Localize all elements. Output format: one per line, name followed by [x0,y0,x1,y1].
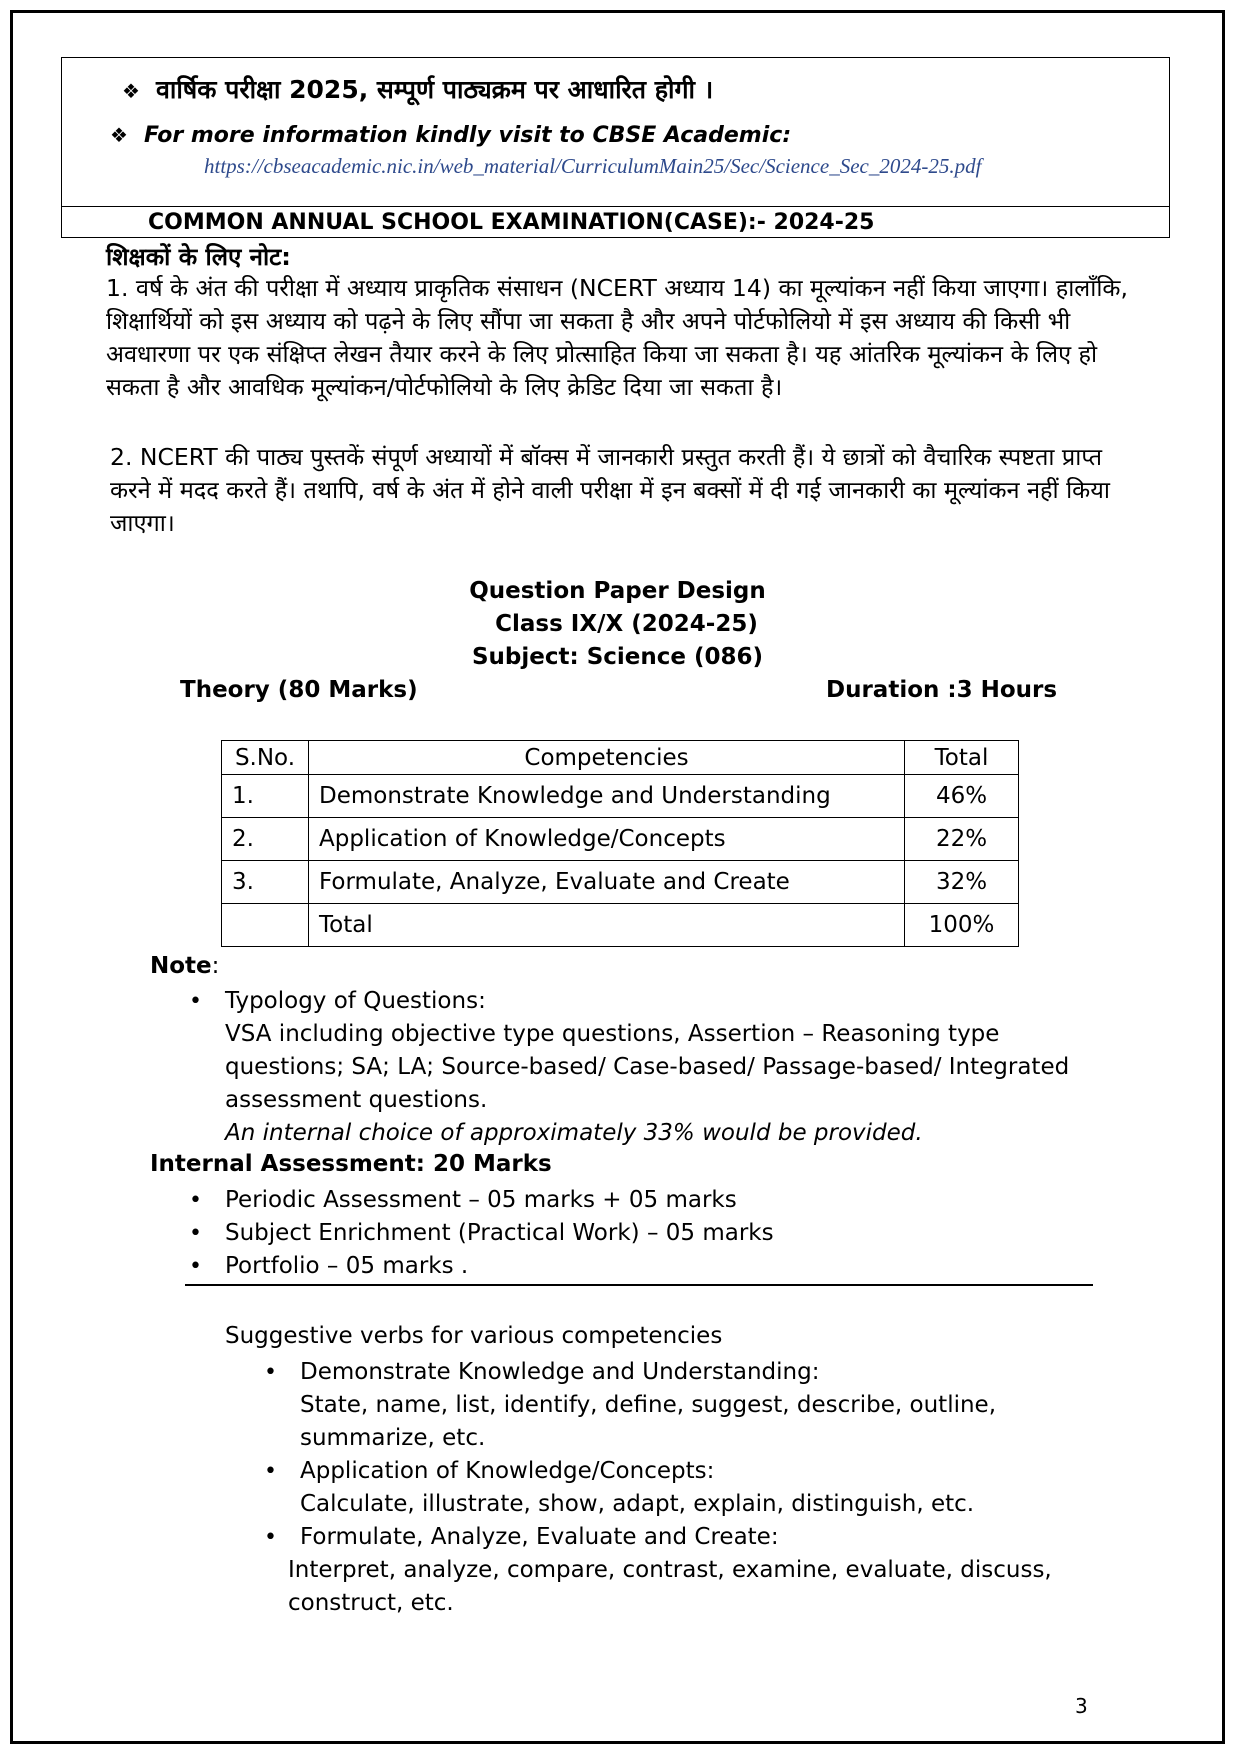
cell-competency: Formulate, Analyze, Evaluate and Create [309,861,905,904]
table-row [222,775,1019,818]
header-divider [62,206,1169,207]
cell-competency: Application of Knowledge/Concepts [309,818,905,861]
cell-total: 32% [905,861,1019,904]
bullet-icon: • [264,1525,277,1550]
cell-sno: 1. [222,775,309,818]
list-item [189,1217,1125,1250]
diamond-bullet-icon: ❖ [122,79,140,103]
cell-total: 46% [905,775,1019,818]
note-label [150,953,219,979]
list-item [189,985,1125,1150]
bullet-icon: • [189,1221,202,1246]
bullet-icon: • [189,1254,202,1279]
teacher-note-heading: शिक्षकों के लिए नोट: [106,243,291,271]
competency-verbs: State, name, list, identify, define, suggest, describe, outline, summarize, etc. [300,1392,997,1451]
bullet-icon: • [264,1459,277,1484]
cell-total: 22% [905,818,1019,861]
info-line [110,123,791,148]
cell-sno: 2. [222,818,309,861]
list-item [264,1356,1100,1455]
table-row [222,818,1019,861]
header-box [61,57,1170,238]
cell-competency: Total [309,904,905,947]
competency-title: Demonstrate Knowledge and Understanding: [300,1359,820,1385]
list-item [189,1250,1125,1283]
bullet-icon: • [189,989,202,1014]
note-list [189,985,1125,1150]
cbse-url-link[interactable]: https://cbseacademic.nic.in/web_material/CurriculumMain25/Sec/Science_Sec_2024-25.pdf [204,154,982,178]
exam-basis-line [122,72,713,106]
teacher-note-para-2: 2. NCERT की पाठ्य पुस्तकें संपूर्ण अध्यायों में बॉक्स में जानकारी प्रस्तुत करती हैं। ये छात्रों को वैचारिक स्पष्टता प्राप्त करने में मदद करते हैं। तथापि, वर्ष के अंत में होने वाली परीक्षा में इन बक्सों में दी गई जानकारी का मूल्यांकन नहीं किया जाएगा। [110,443,1110,537]
internal-assessment-heading: Internal Assessment: 20 Marks [150,1151,552,1177]
info-text: For more information kindly visit to CBSE Academic: [143,123,792,148]
ia-item-text: Portfolio – 05 marks . [225,1253,469,1279]
section-divider [185,1284,1093,1286]
suggestive-verbs-heading: Suggestive verbs for various competencies [225,1323,723,1349]
bullet-icon: • [264,1360,277,1385]
ia-item-text: Periodic Assessment – 05 marks + 05 marks [225,1187,737,1213]
cell-competency: Demonstrate Knowledge and Understanding [309,775,905,818]
design-class: Class IX/X (2024-25) [495,611,758,637]
typology-text: VSA including objective type questions, Assertion – Reasoning type questions; SA; LA; Source-based/ Case-based/ Passage-based/ Integrated assessment questions. [225,1021,1070,1113]
table-row [222,904,1019,947]
cell-sno: 3. [222,861,309,904]
duration: Duration :3 Hours [826,677,1058,703]
competency-title: Application of Knowledge/Concepts: [300,1458,715,1484]
competency-verbs: Interpret, analyze, compare, contrast, examine, evaluate, discuss, construct, etc. [288,1557,1052,1616]
exam-basis-text: वार्षिक परीक्षा 2025, सम्पूर्ण पाठ्यक्रम पर आधारित होगी । [155,75,714,104]
cell-total: 100% [905,904,1019,947]
suggestive-verbs-list [264,1356,1100,1620]
internal-assessment-list [189,1184,1125,1283]
diamond-bullet-icon: ❖ [110,123,128,147]
table-row [222,861,1019,904]
competency-table [221,740,1019,947]
design-title: Question Paper Design [469,578,766,604]
header-competencies: Competencies [309,741,905,775]
design-subject: Subject: Science (086) [471,644,764,670]
teacher-note-para-1: 1. वर्ष के अंत की परीक्षा में अध्याय प्राकृतिक संसाधन (NCERT अध्याय 14) का मूल्यांकन नहीं किया जाएगा। हालाँकि, शिक्षार्थियों को इस अध्याय को पढ़ने के लिए सौंपा जा सकता है और अपने पोर्टफोलियो में इस अध्याय की किसी भी अवधारणा पर एक संक्षिप्त लेखन तैयार करने के लिए प्रोत्साहित किया जा सकता है। यह आंतरिक मूल्यांकन के लिए हो सकता है और आवधिक मूल्यांकन/पोर्टफोलियो के लिए क्रेडिट दिया जा सकता है। [106,274,1128,401]
list-item [264,1521,1100,1620]
header-sno: S.No. [222,741,309,775]
ia-item-text: Subject Enrichment (Practical Work) – 05 marks [225,1220,774,1246]
exam-title: COMMON ANNUAL SCHOOL EXAMINATION(CASE):- 2024-25 [148,210,875,235]
competency-title: Formulate, Analyze, Evaluate and Create: [300,1524,779,1550]
note-word: Note [150,953,212,979]
typology-title: Typology of Questions: [225,988,486,1014]
list-item [264,1455,1100,1521]
page-number: 3 [1075,1694,1088,1718]
note-colon: : [211,953,220,979]
bullet-icon: • [189,1188,202,1213]
header-total: Total [905,741,1019,775]
table-header-row [222,741,1019,775]
list-item [189,1184,1125,1217]
internal-choice-text: An internal choice of approximately 33% would be provided. [225,1120,923,1146]
theory-marks: Theory (80 Marks) [180,677,418,703]
cell-sno [222,904,309,947]
competency-verbs: Calculate, illustrate, show, adapt, explain, distinguish, etc. [300,1491,975,1517]
